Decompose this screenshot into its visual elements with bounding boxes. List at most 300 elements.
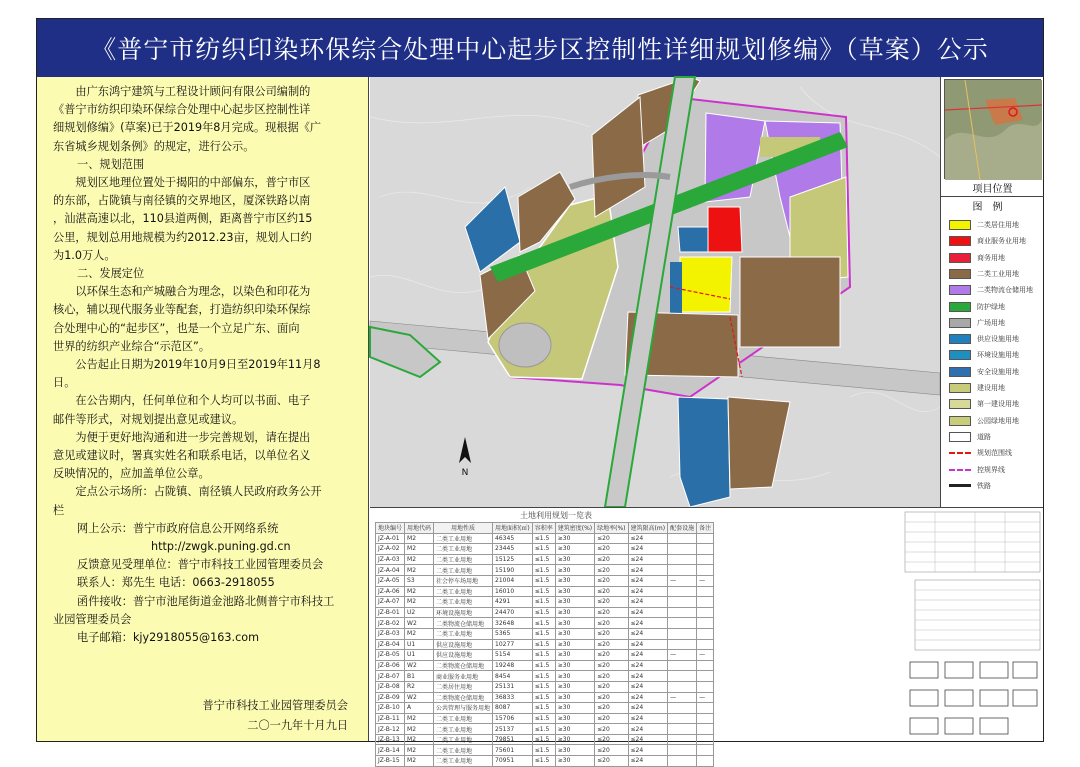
land-use-map [370, 77, 940, 507]
table-cell: ≤1.5 [532, 734, 555, 745]
table-cell [668, 586, 697, 597]
table-cell: JZ-A-04 [376, 565, 405, 576]
table-cell: JZ-B-12 [376, 724, 405, 735]
notice-line: 在公告期内，任何单位和个人均可以书面、电子 [75, 394, 311, 408]
table-cell: ≥30 [555, 618, 594, 629]
table-cell: ≤1.5 [532, 544, 555, 555]
notice-line: 意见或建议时，署真实姓名和联系电话，以单位名义 [53, 449, 311, 463]
table-cell: ≥30 [555, 575, 594, 586]
poster-frame [36, 18, 1044, 766]
table-cell: ≤20 [595, 650, 628, 661]
table-cell: ≥30 [555, 713, 594, 724]
legend-item [949, 284, 1033, 296]
legend-swatch [949, 350, 971, 360]
table-cell: ≤24 [628, 703, 668, 714]
legend-label: 防护绿地 [977, 302, 1005, 311]
table-cell [697, 639, 714, 650]
table-cell [697, 565, 714, 576]
legend-label: 铁路 [977, 481, 991, 490]
table-cell: ≤20 [595, 597, 628, 608]
table-cell: 二类居住用地 [434, 681, 493, 692]
table-cell: ≤24 [628, 671, 668, 682]
indicator-table-graphic [905, 512, 1040, 742]
table-cell: U1 [405, 639, 434, 650]
table-cell: JZ-B-13 [376, 734, 405, 745]
legend-label: 二类物流仓储用地 [977, 286, 1033, 295]
table-cell: ≤1.5 [532, 671, 555, 682]
table-cell: ≤1.5 [532, 554, 555, 565]
table-cell: JZ-B-08 [376, 681, 405, 692]
table-cell: ≥30 [555, 671, 594, 682]
notice-line: 定点公示场所：占陇镇、南径镇人民政府政务公开 [75, 485, 322, 499]
table-cell: A [405, 703, 434, 714]
table-cell: 79851 [493, 734, 533, 745]
table-header-cell: 备注 [697, 523, 714, 534]
table-cell: ≥30 [555, 660, 594, 671]
table-row [376, 734, 714, 745]
table-row [376, 607, 714, 618]
legend-swatch [949, 318, 971, 328]
table-cell: M2 [405, 628, 434, 639]
table-cell: JZ-B-11 [376, 713, 405, 724]
table-cell: ≥30 [555, 681, 594, 692]
table-cell: M2 [405, 745, 434, 756]
legend-swatch [949, 399, 971, 409]
table-cell: ≤1.5 [532, 660, 555, 671]
table-cell: ≤20 [595, 554, 628, 565]
table-cell: ≤1.5 [532, 533, 555, 544]
table-cell: ≥30 [555, 597, 594, 608]
table-cell: — [697, 692, 714, 703]
table-cell: ≤1.5 [532, 586, 555, 597]
table-cell: ≤24 [628, 618, 668, 629]
table-cell: ≥30 [555, 628, 594, 639]
notice-line: 规划区地理位置处于揭阳的中部偏东，普宁市区 [75, 176, 311, 190]
legend-swatch [949, 334, 971, 344]
table-header-cell: 用地面积(㎡) [493, 523, 533, 534]
table-cell: ≥30 [555, 607, 594, 618]
table-row [376, 628, 714, 639]
table-cell [697, 745, 714, 756]
table-cell: JZ-A-03 [376, 554, 405, 565]
notice-heading: 二、发展定位 [77, 267, 145, 281]
table-cell: 8454 [493, 671, 533, 682]
table-row [376, 650, 714, 661]
table-cell: ≤20 [595, 660, 628, 671]
table-header-cell: 配套设施 [668, 523, 697, 534]
table-cell: 商业服务业用地 [434, 671, 493, 682]
notice-line: 业园管理委员会 [53, 612, 132, 626]
table-cell: ≤20 [595, 724, 628, 735]
table-cell: 5365 [493, 628, 533, 639]
table-cell: ≤1.5 [532, 745, 555, 756]
legend-swatch [949, 416, 971, 426]
table-cell: 二类工业用地 [434, 565, 493, 576]
page-title: 《普宁市纺织印染环保综合处理中心起步区控制性详细规划修编》（草案）公示 [37, 19, 1043, 77]
table-cell: ≤1.5 [532, 692, 555, 703]
table-cell: 15125 [493, 554, 533, 565]
table-cell: ≥30 [555, 565, 594, 576]
table-cell: ≤20 [595, 607, 628, 618]
notice-line: 由广东鸿宁建筑与工程设计顾问有限公司编制的 [75, 85, 311, 98]
table-cell: 21004 [493, 575, 533, 586]
table-row [376, 639, 714, 650]
table-cell [697, 713, 714, 724]
table-cell: ≤1.5 [532, 703, 555, 714]
table-cell: JZ-A-02 [376, 544, 405, 555]
legend-label: 供应设施用地 [977, 335, 1019, 344]
table-cell: ≤24 [628, 586, 668, 597]
table-cell: 5154 [493, 650, 533, 661]
table-cell: 二类工业用地 [434, 544, 493, 555]
table-cell: 供应设施用地 [434, 639, 493, 650]
table-cell: ≤1.5 [532, 607, 555, 618]
legend-label: 环境设施用地 [977, 351, 1019, 360]
table-cell: 二类工业用地 [434, 554, 493, 565]
notice-line: 反映情况的，应加盖单位公章。 [53, 467, 210, 481]
notice-line: 的东部，占陇镇与南径镇的交界地区，厦深铁路以南 [53, 194, 311, 208]
table-cell: ≤1.5 [532, 681, 555, 692]
legend-swatch [949, 285, 971, 295]
table-cell: ≤1.5 [532, 756, 555, 767]
table-cell [668, 628, 697, 639]
notice-line: 网上公示：普宁市政府信息公开网络系统 [77, 521, 279, 535]
legend-label: 安全设施用地 [977, 367, 1019, 376]
table-row [376, 544, 714, 555]
table-cell: JZ-A-07 [376, 597, 405, 608]
table-title: 土地利用规划一览表 [520, 511, 592, 520]
table-cell: 75601 [493, 745, 533, 756]
svg-text:N: N [461, 468, 469, 478]
table-cell: M2 [405, 554, 434, 565]
legend-item [949, 480, 991, 492]
notice-line: 《普宁市纺织印染环保综合处理中心起步区控制性详 [53, 103, 311, 117]
table-row [376, 681, 714, 692]
notice-line: 为1.0万人。 [53, 248, 116, 262]
table-cell [668, 597, 697, 608]
table-cell: 二类物流仓储用地 [434, 692, 493, 703]
table-cell: 环境设施用地 [434, 607, 493, 618]
table-cell: 25137 [493, 724, 533, 735]
legend-item [949, 349, 1019, 361]
table-cell: JZ-A-01 [376, 533, 405, 544]
table-cell [668, 671, 697, 682]
legend-swatch [949, 302, 971, 312]
table-cell: 二类工业用地 [434, 628, 493, 639]
table-cell: ≤24 [628, 533, 668, 544]
table-cell [697, 618, 714, 629]
table-cell: ≥30 [555, 586, 594, 597]
table-cell: ≥30 [555, 734, 594, 745]
table-cell [697, 681, 714, 692]
table-header-cell: 容积率 [532, 523, 555, 534]
notice-line: 联系人：郑先生 电话：0663-2918055 [77, 576, 275, 590]
table-cell [668, 660, 697, 671]
table-cell: ≤24 [628, 650, 668, 661]
table-cell [697, 660, 714, 671]
table-cell: W2 [405, 618, 434, 629]
table-cell [697, 607, 714, 618]
table-row [376, 756, 714, 767]
table-cell: JZ-B-02 [376, 618, 405, 629]
table-cell [697, 586, 714, 597]
table-cell: JZ-B-06 [376, 660, 405, 671]
notice-line: ，汕湛高速以北，110县道两侧，距离普宁市区约15 [53, 212, 313, 226]
table-cell: ≥30 [555, 692, 594, 703]
table-cell: ≤24 [628, 554, 668, 565]
table-cell: ≤20 [595, 586, 628, 597]
table-cell: JZ-A-06 [376, 586, 405, 597]
table-cell: 二类物流仓储用地 [434, 660, 493, 671]
table-header-cell: 用地性质 [434, 523, 493, 534]
notice-line: 日。 [53, 376, 76, 390]
table-cell: ≤20 [595, 618, 628, 629]
table-header-cell: 地块编号 [376, 523, 405, 534]
table-cell: ≤24 [628, 575, 668, 586]
legend-item [949, 333, 1019, 345]
legend-swatch [949, 220, 971, 230]
table-cell: JZ-B-10 [376, 703, 405, 714]
notice-line: 东省城乡规划条例》的规定，进行公示。 [53, 139, 255, 153]
table-cell: ≤20 [595, 713, 628, 724]
table-cell [697, 597, 714, 608]
table-cell: 70951 [493, 756, 533, 767]
table-row [376, 554, 714, 565]
table-cell: 二类物流仓储用地 [434, 618, 493, 629]
table-cell: JZ-B-15 [376, 756, 405, 767]
notice-line: 公里，规划总用地规模为约2012.23亩，规划人口约 [53, 230, 312, 244]
table-row [376, 565, 714, 576]
legend-label: 道路 [977, 432, 991, 441]
notice-panel [37, 77, 369, 741]
legend-item [949, 235, 1026, 247]
table-cell: M2 [405, 597, 434, 608]
table-cell [668, 607, 697, 618]
legend-swatch [949, 269, 971, 279]
table-cell: 二类工业用地 [434, 734, 493, 745]
table-row [376, 586, 714, 597]
notice-line: 细规划修编》(草案)已于2019年8月完成。现根据《广 [53, 121, 322, 135]
notice-heading: 一、规划范围 [77, 157, 145, 171]
table-cell: ≤24 [628, 639, 668, 650]
signature-date: 二〇一九年十月九日 [247, 719, 348, 732]
table-cell: 供应设施用地 [434, 650, 493, 661]
table-cell: 二类工业用地 [434, 713, 493, 724]
land-use-table [375, 522, 714, 767]
table-cell: ≤20 [595, 734, 628, 745]
table-cell [697, 533, 714, 544]
signature-org: 普宁市科技工业园管理委员会 [202, 699, 348, 712]
table-cell: — [668, 650, 697, 661]
notice-line: 核心，辅以现代服务业等配套，打造纺织印染环保综 [53, 303, 311, 317]
table-cell: M2 [405, 544, 434, 555]
notice-line: 以环保生态和产城融合为理念，以染色和印花为 [75, 285, 311, 299]
table-cell: JZ-B-14 [376, 745, 405, 756]
table-cell: ≤24 [628, 681, 668, 692]
table-cell: 19248 [493, 660, 533, 671]
table-cell: ≤20 [595, 703, 628, 714]
table-cell: M2 [405, 734, 434, 745]
table-cell: ≤1.5 [532, 597, 555, 608]
map-svg [370, 77, 940, 507]
table-cell: ≤20 [595, 628, 628, 639]
table-cell: 二类工业用地 [434, 586, 493, 597]
table-cell [697, 671, 714, 682]
table-row [376, 703, 714, 714]
table-cell: ≤24 [628, 713, 668, 724]
table-row [376, 745, 714, 756]
legend-label: 规划范围线 [977, 449, 1012, 458]
table-row [376, 618, 714, 629]
side-panel [940, 77, 1043, 507]
legend-item [949, 219, 1019, 231]
table-cell: JZ-B-03 [376, 628, 405, 639]
legend-label: 二类工业用地 [977, 269, 1019, 278]
table-header-cell: 建筑密度(%) [555, 523, 594, 534]
table-cell [668, 544, 697, 555]
notice-line: 为便于更好地沟通和进一步完善规划，请在提出 [75, 430, 311, 444]
table-cell: ≤24 [628, 607, 668, 618]
table-cell: — [668, 575, 697, 586]
table-cell: S3 [405, 575, 434, 586]
legend-label: 商业服务业用地 [977, 237, 1026, 246]
table-cell: U2 [405, 607, 434, 618]
table-row [376, 597, 714, 608]
table-cell [697, 756, 714, 767]
table-cell: ≥30 [555, 745, 594, 756]
legend-swatch [949, 253, 971, 263]
table-cell: U1 [405, 650, 434, 661]
table-cell: ≥30 [555, 650, 594, 661]
table-cell: JZ-B-05 [376, 650, 405, 661]
table-cell [668, 713, 697, 724]
table-cell: ≤1.5 [532, 575, 555, 586]
table-cell [668, 734, 697, 745]
table-cell [668, 724, 697, 735]
table-cell: ≤20 [595, 565, 628, 576]
legend-item [949, 317, 1005, 329]
legend-item [949, 398, 1019, 410]
table-cell: 16010 [493, 586, 533, 597]
table-cell: ≤20 [595, 681, 628, 692]
table-cell [668, 533, 697, 544]
table-cell: M2 [405, 724, 434, 735]
table-cell: ≥30 [555, 724, 594, 735]
legend-label: 广场用地 [977, 318, 1005, 327]
table-cell: 10277 [493, 639, 533, 650]
email-line: 电子邮箱：kjy2918055@163.com [77, 631, 259, 645]
table-cell: 二类工业用地 [434, 724, 493, 735]
table-cell: JZ-B-01 [376, 607, 405, 618]
table-cell: JZ-B-04 [376, 639, 405, 650]
legend-item [949, 252, 1005, 264]
table-cell: ≥30 [555, 544, 594, 555]
notice-line: 合处理中心的“起步区”，也是一个立足广东、面向 [53, 321, 300, 335]
legend-item [949, 415, 1019, 427]
table-cell: 23445 [493, 544, 533, 555]
table-cell [668, 681, 697, 692]
table-cell: — [697, 575, 714, 586]
legend-item [949, 431, 991, 443]
table-cell: ≥30 [555, 703, 594, 714]
legend-label: 控规界线 [977, 465, 1005, 474]
legend-swatch [949, 383, 971, 393]
table-cell: 15706 [493, 713, 533, 724]
legend-swatch [949, 469, 971, 471]
table-cell: ≤24 [628, 745, 668, 756]
table-cell: W2 [405, 660, 434, 671]
table-cell: ≤24 [628, 565, 668, 576]
table-row [376, 724, 714, 735]
table-cell [668, 565, 697, 576]
table-header-cell: 绿地率(%) [595, 523, 628, 534]
legend-label: 建设用地 [977, 384, 1005, 392]
table-cell: ≤1.5 [532, 713, 555, 724]
table-cell: M2 [405, 756, 434, 767]
legend-label: 二类居住用地 [977, 221, 1019, 229]
table-cell: ≤1.5 [532, 618, 555, 629]
table-cell: ≥30 [555, 533, 594, 544]
table-cell [697, 724, 714, 735]
table-cell: JZ-B-09 [376, 692, 405, 703]
table-cell [697, 703, 714, 714]
location-label: 项目位置 [941, 180, 1044, 197]
table-cell: 社会停车场用地 [434, 575, 493, 586]
legend-item [949, 382, 1005, 394]
table-cell: ≤24 [628, 597, 668, 608]
table-cell [668, 618, 697, 629]
table-cell: 15190 [493, 565, 533, 576]
table-cell [697, 554, 714, 565]
table-header-cell: 用地代码 [405, 523, 434, 534]
legend-swatch [949, 367, 971, 377]
table-cell: 二类工业用地 [434, 756, 493, 767]
table-cell: ≤24 [628, 734, 668, 745]
legend-item [949, 268, 1019, 280]
table-cell: ≥30 [555, 554, 594, 565]
table-cell: 二类工业用地 [434, 745, 493, 756]
table-cell [668, 745, 697, 756]
table-cell: ≤20 [595, 533, 628, 544]
notice-line: 栏 [53, 503, 65, 517]
notice-line: 反馈意见受理单位：普宁市科技工业园管理委员会 [77, 558, 324, 572]
table-cell: ≤1.5 [532, 639, 555, 650]
table-row [376, 713, 714, 724]
table-cell: 24470 [493, 607, 533, 618]
legend-swatch [949, 236, 971, 246]
table-cell: ≤1.5 [532, 650, 555, 661]
table-cell: 二类工业用地 [434, 597, 493, 608]
table-cell: 32648 [493, 618, 533, 629]
legend-label: 商务用地 [977, 253, 1005, 262]
legend-item [949, 447, 1012, 459]
legend-title: 图例 [972, 202, 1013, 213]
table-cell: ≤24 [628, 692, 668, 703]
table-cell: ≤20 [595, 745, 628, 756]
table-cell: ≤20 [595, 692, 628, 703]
table-cell [668, 703, 697, 714]
table-cell: M2 [405, 713, 434, 724]
legend-label: 公园绿地用地 [977, 416, 1019, 425]
table-cell [697, 628, 714, 639]
notice-line: 世界的纺织产业综合“示范区”。 [53, 339, 211, 353]
table-row [376, 660, 714, 671]
table-cell: ≤20 [595, 544, 628, 555]
table-cell: ≤1.5 [532, 628, 555, 639]
website-link[interactable]: http://zwgk.puning.gd.cn [151, 540, 291, 554]
table-cell [668, 639, 697, 650]
land-use-table-area [370, 507, 1043, 766]
